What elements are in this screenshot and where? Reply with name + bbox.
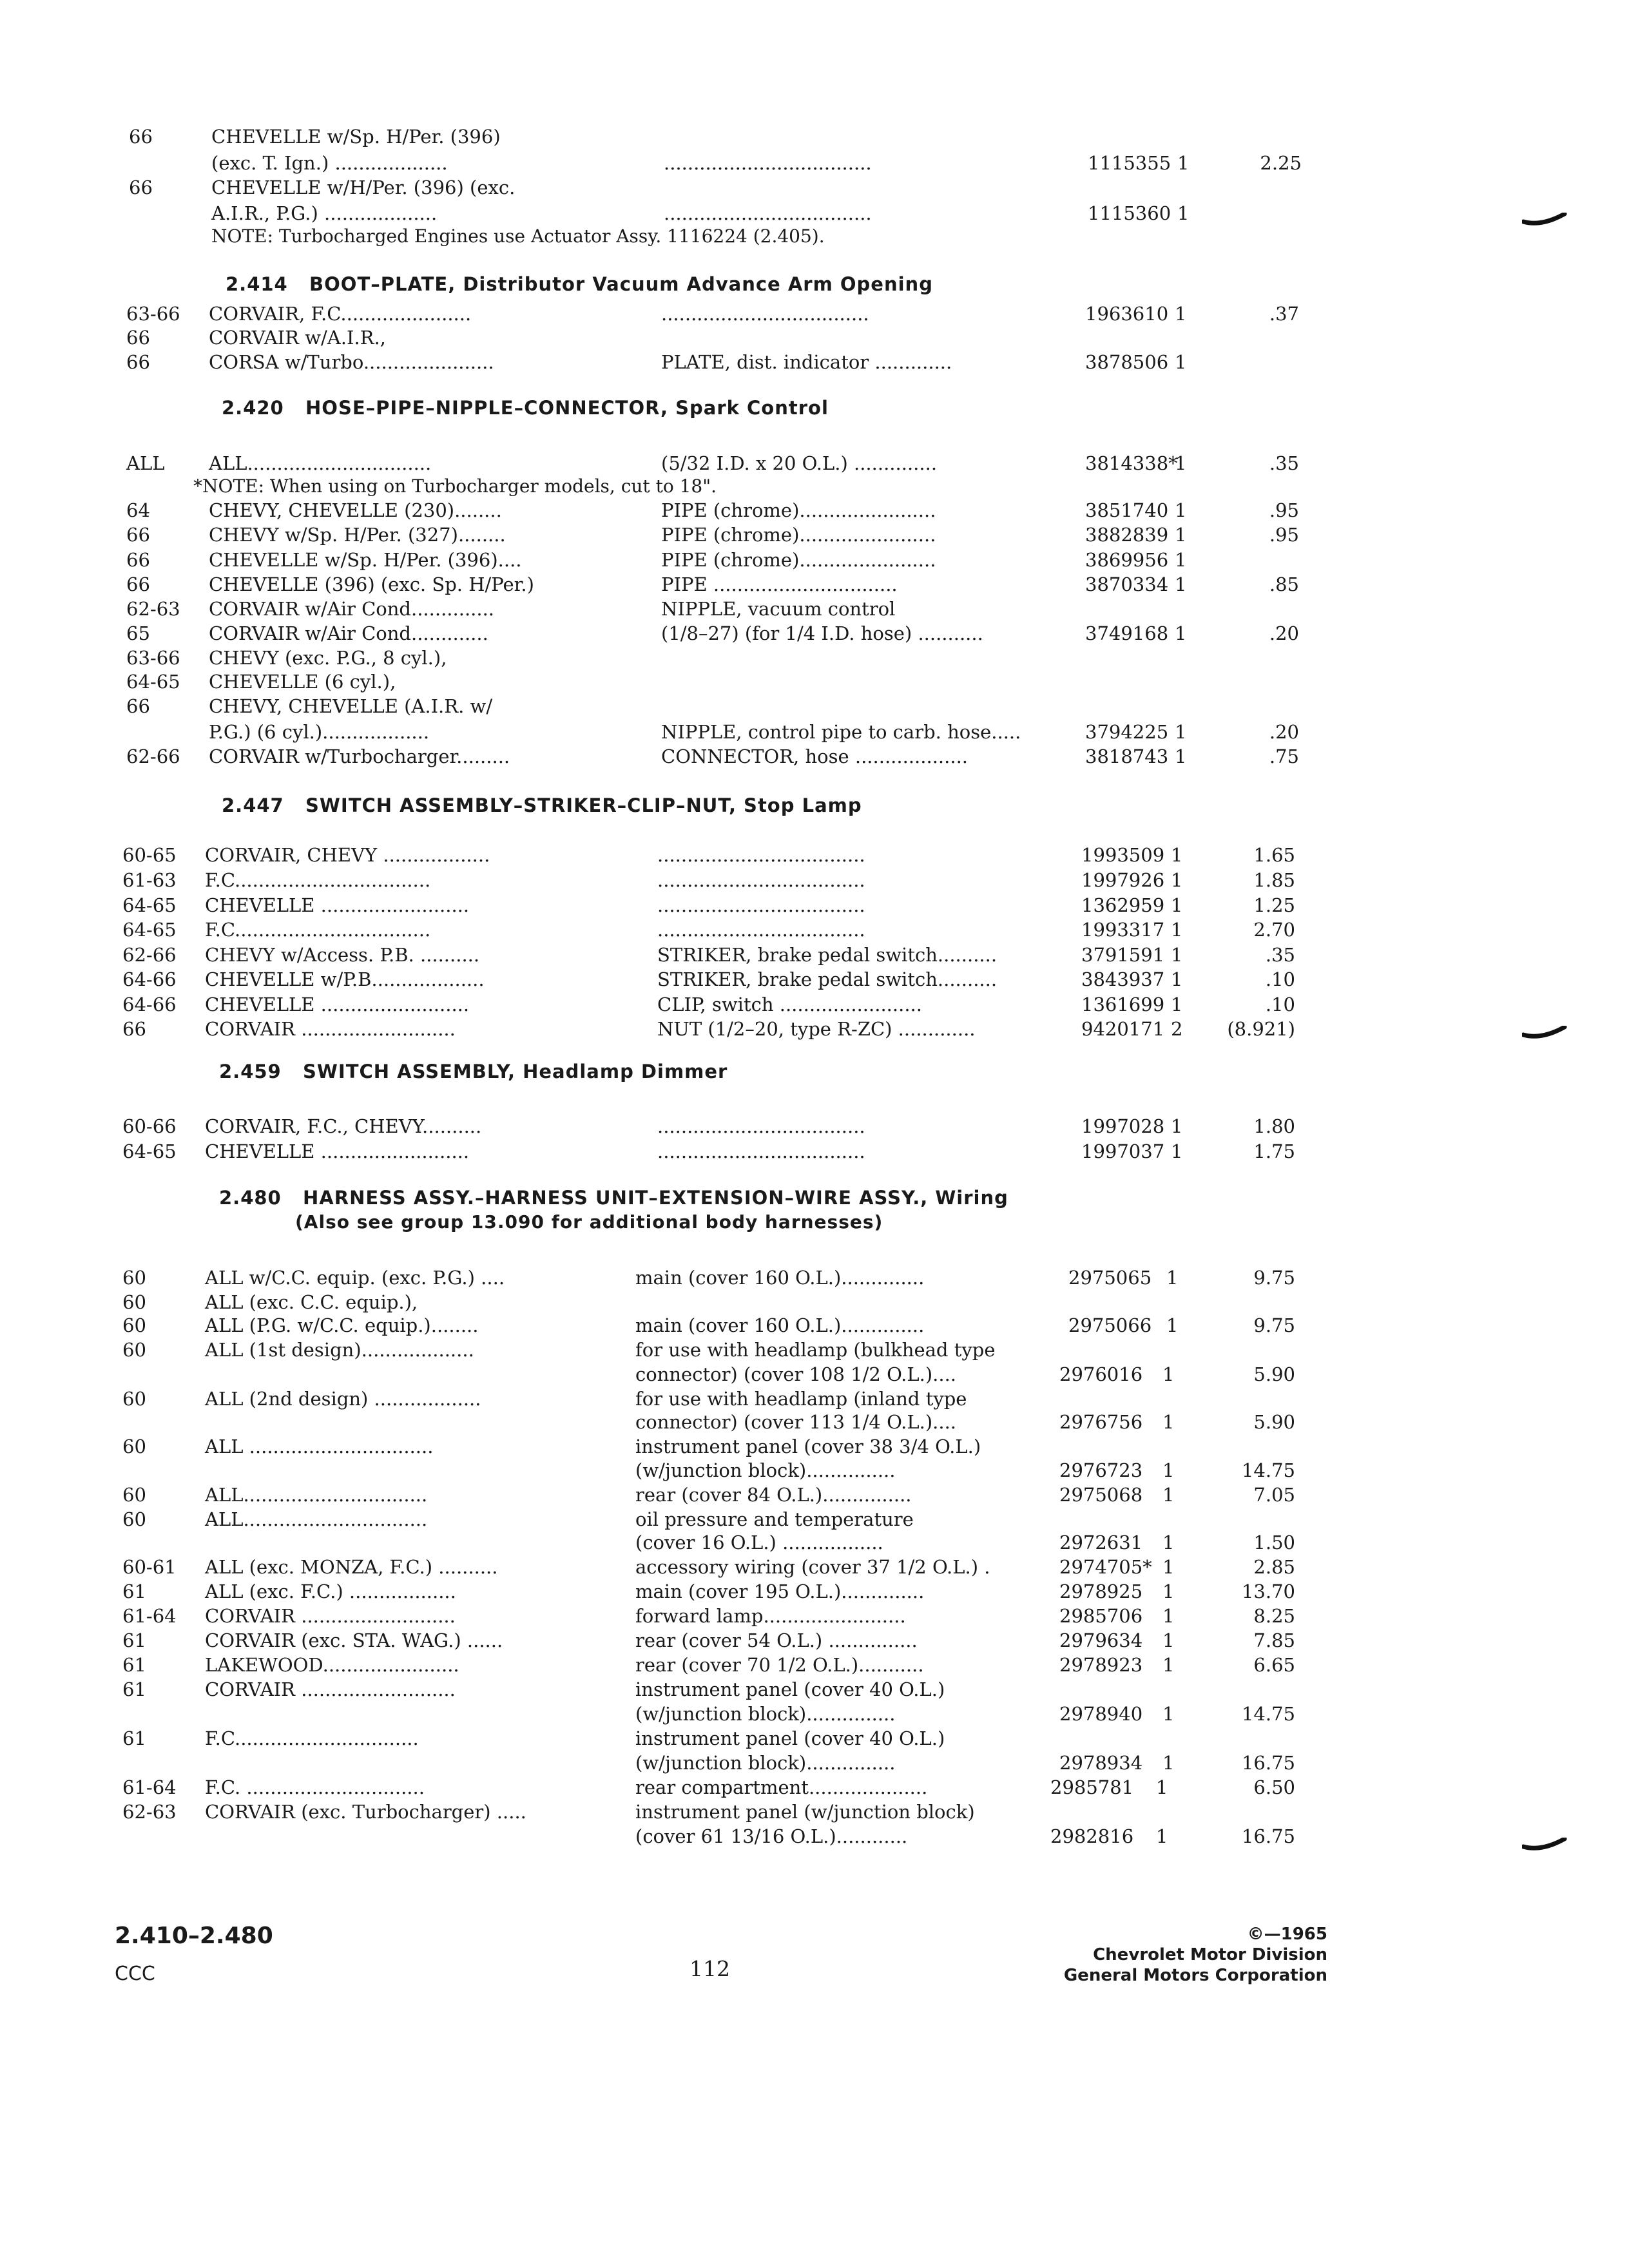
year-cell: 62-66 — [126, 745, 180, 767]
section-title: HARNESS ASSY.–HARNESS UNIT–EXTENSION–WIRE ASSY., Wiring — [303, 1187, 1008, 1209]
part-number-cell: 2982816 — [1050, 1825, 1134, 1847]
quantity-cell: 1 — [1171, 944, 1183, 966]
part-number-cell: 3791591 — [1081, 944, 1165, 966]
price-cell: 14.75 — [1241, 1703, 1295, 1725]
price-cell: .10 — [1265, 994, 1295, 1015]
part-number-cell: 3851740 — [1085, 499, 1169, 521]
model-cell: P.G.) (6 cyl.).................. — [209, 721, 430, 743]
quantity-cell: 1 — [1175, 549, 1187, 571]
quantity-cell: 1 — [1166, 1267, 1179, 1289]
description-cell: instrument panel (w/junction block) — [635, 1801, 975, 1823]
model-cell: CHEVY (exc. P.G., 8 cyl.), — [209, 647, 447, 669]
part-number-cell: 1361699 — [1081, 994, 1165, 1015]
price-cell: 1.65 — [1253, 844, 1295, 866]
quantity-cell: 1 — [1162, 1654, 1175, 1676]
catalog-code: CCC — [115, 1963, 155, 1985]
model-cell: CHEVELLE ......................... — [205, 894, 470, 916]
model-cell: ALL (exc. F.C.) .................. — [205, 1581, 456, 1602]
price-cell: 8.25 — [1253, 1605, 1295, 1627]
quantity-cell: 1 — [1171, 1115, 1183, 1137]
binder-tick-icon — [1522, 1838, 1567, 1857]
year-cell: 61-64 — [122, 1776, 177, 1798]
description-cell: rear (cover 70 1/2 O.L.)........... — [635, 1654, 924, 1676]
model-cell: CHEVY w/Sp. H/Per. (327)........ — [209, 524, 506, 546]
model-cell: CORVAIR .......................... — [205, 1018, 456, 1040]
description-cell: main (cover 160 O.L.).............. — [635, 1314, 925, 1336]
section-heading — [219, 1061, 728, 1082]
model-cell: (exc. T. Ign.) ................... — [211, 152, 448, 174]
model-cell: CHEVELLE (396) (exc. Sp. H/Per.) — [209, 573, 534, 595]
description-cell: ................................... — [664, 202, 872, 224]
price-cell: 7.85 — [1253, 1629, 1295, 1651]
quantity-cell: 1 — [1175, 351, 1187, 373]
quantity-cell: 1 — [1166, 1314, 1179, 1336]
price-cell: 14.75 — [1241, 1459, 1295, 1481]
year-cell: 66 — [126, 327, 150, 349]
part-number-cell: 3878506 — [1085, 351, 1169, 373]
quantity-cell: 1 — [1162, 1484, 1175, 1506]
part-number-cell: 2975065 — [1068, 1267, 1152, 1289]
price-cell: .95 — [1269, 524, 1299, 546]
quantity-cell: 1 — [1171, 968, 1183, 990]
year-cell: 66 — [129, 177, 153, 198]
description-cell: instrument panel (cover 40 O.L.) — [635, 1727, 945, 1749]
quantity-cell: 1 — [1162, 1363, 1175, 1385]
year-cell: 66 — [126, 524, 150, 546]
binder-tick-icon — [1522, 1026, 1567, 1045]
model-cell: CORVAIR w/Turbocharger......... — [209, 745, 510, 767]
year-cell: 60-65 — [122, 844, 177, 866]
model-cell: CORVAIR (exc. STA. WAG.) ...... — [205, 1629, 503, 1651]
section-title: SWITCH ASSEMBLY, Headlamp Dimmer — [303, 1061, 728, 1082]
price-cell: .20 — [1269, 721, 1299, 743]
part-number-cell: 2985781 — [1050, 1776, 1134, 1798]
year-cell: 60 — [122, 1436, 146, 1457]
model-cell: CORVAIR, F.C...................... — [209, 303, 472, 325]
year-cell: 63-66 — [126, 303, 180, 325]
description-cell: STRIKER, brake pedal switch.......... — [657, 944, 998, 966]
year-cell: 66 — [122, 1018, 146, 1040]
description-cell: for use with headlamp (bulkhead type — [635, 1339, 996, 1361]
price-cell: 16.75 — [1241, 1752, 1295, 1774]
quantity-cell: 1 — [1162, 1532, 1175, 1553]
model-cell: ALL............................... — [209, 452, 432, 474]
part-number-cell: 2976016 — [1059, 1363, 1143, 1385]
year-cell: 66 — [126, 549, 150, 571]
year-cell: 61 — [122, 1678, 146, 1700]
description-cell: NIPPLE, vacuum control — [661, 598, 896, 620]
section-number: 2.447 — [222, 794, 284, 816]
description-cell: PIPE ............................... — [661, 573, 898, 595]
quantity-cell: 1 — [1162, 1703, 1175, 1725]
year-cell: 62-63 — [126, 598, 180, 620]
section-heading — [219, 1187, 1008, 1209]
model-cell: ALL............................... — [205, 1508, 428, 1530]
description-cell: STRIKER, brake pedal switch.......... — [657, 968, 998, 990]
year-cell: 60-66 — [122, 1115, 177, 1137]
price-cell: 9.75 — [1253, 1267, 1295, 1289]
quantity-cell: 1 — [1175, 721, 1187, 743]
part-number-cell: 3749168 — [1085, 622, 1169, 644]
binder-tick-icon — [1522, 213, 1567, 232]
part-number-cell: 1115355 — [1088, 152, 1171, 174]
description-cell: forward lamp........................ — [635, 1605, 906, 1627]
year-cell: 61 — [122, 1581, 146, 1602]
quantity-cell: 1 — [1175, 745, 1187, 767]
part-number-cell: 1997037 — [1081, 1140, 1165, 1162]
model-cell: ALL............................... — [205, 1484, 428, 1506]
year-cell: 60 — [122, 1484, 146, 1506]
model-cell: CORVAIR .......................... — [205, 1678, 456, 1700]
quantity-cell: 1 — [1162, 1629, 1175, 1651]
description-cell: (1/8–27) (for 1/4 I.D. hose) ........... — [661, 622, 983, 644]
description-cell: CONNECTOR, hose ................... — [661, 745, 969, 767]
description-cell: ................................... — [657, 1140, 865, 1162]
description-cell: (w/junction block)............... — [635, 1752, 896, 1774]
price-cell: .20 — [1269, 622, 1299, 644]
part-number-cell: 3794225 — [1085, 721, 1169, 743]
model-cell: CHEVELLE ......................... — [205, 1140, 470, 1162]
price-cell: 1.50 — [1253, 1532, 1295, 1553]
description-cell: (w/junction block)............... — [635, 1459, 896, 1481]
description-cell: ................................... — [657, 919, 865, 941]
section-number: 2.420 — [222, 397, 284, 419]
part-number-cell: 3843937 — [1081, 968, 1165, 990]
year-cell: 61 — [122, 1629, 146, 1651]
price-cell: (8.921) — [1227, 1018, 1295, 1040]
price-cell: .95 — [1269, 499, 1299, 521]
part-number-cell: 1993509 — [1081, 844, 1165, 866]
price-cell: 1.25 — [1253, 894, 1295, 916]
description-cell: main (cover 160 O.L.).............. — [635, 1267, 925, 1289]
part-number-cell: 1963610 — [1085, 303, 1169, 325]
copyright: ©—1965 — [1247, 1925, 1327, 1944]
description-cell: connector) (cover 113 1/4 O.L.).... — [635, 1411, 957, 1433]
section-title: SWITCH ASSEMBLY–STRIKER–CLIP–NUT, Stop Lamp — [305, 794, 862, 816]
year-cell: 61-63 — [122, 869, 177, 891]
price-cell: 1.75 — [1253, 1140, 1295, 1162]
year-cell: 64-65 — [126, 671, 180, 693]
year-cell: 66 — [129, 126, 153, 148]
quantity-cell: 1 — [1162, 1581, 1175, 1602]
part-number-cell: 2978934 — [1059, 1752, 1143, 1774]
price-cell: 9.75 — [1253, 1314, 1295, 1336]
section-subtitle — [295, 1211, 883, 1233]
year-cell: 65 — [126, 622, 150, 644]
part-number-cell: 2974705* — [1059, 1556, 1152, 1578]
price-cell: 1.80 — [1253, 1115, 1295, 1137]
description-cell: ................................... — [657, 844, 865, 866]
price-cell: 6.65 — [1253, 1654, 1295, 1676]
year-cell: 61-64 — [122, 1605, 177, 1627]
year-cell: 60 — [122, 1267, 146, 1289]
model-cell: CORVAIR, F.C., CHEVY.......... — [205, 1115, 482, 1137]
part-number-cell: 2978940 — [1059, 1703, 1143, 1725]
price-cell: .35 — [1265, 944, 1295, 966]
part-number-cell: 2975068 — [1059, 1484, 1143, 1506]
year-cell: 60 — [122, 1314, 146, 1336]
description-cell: accessory wiring (cover 37 1/2 O.L.) . — [635, 1556, 990, 1578]
price-cell: 2.25 — [1260, 152, 1302, 174]
price-cell: .85 — [1269, 573, 1299, 595]
quantity-cell: 1 — [1162, 1556, 1175, 1578]
part-number-cell: 9420171 — [1081, 1018, 1165, 1040]
model-cell: CHEVELLE w/Sp. H/Per. (396) — [211, 126, 501, 148]
year-cell: 60 — [122, 1339, 146, 1361]
part-number-cell: 2976723 — [1059, 1459, 1143, 1481]
year-cell: 64-65 — [122, 1140, 177, 1162]
part-number-cell: 2978925 — [1059, 1581, 1143, 1602]
quantity-cell: 1 — [1175, 622, 1187, 644]
model-cell: CHEVY w/Access. P.B. .......... — [205, 944, 480, 966]
model-cell: CHEVELLE ......................... — [205, 994, 470, 1015]
part-number-cell: 2978923 — [1059, 1654, 1143, 1676]
description-cell: PIPE (chrome)....................... — [661, 549, 936, 571]
quantity-cell: 2 — [1171, 1018, 1183, 1040]
description-cell: PLATE, dist. indicator ............. — [661, 351, 952, 373]
year-cell: 61 — [122, 1654, 146, 1676]
model-cell: ALL (2nd design) .................. — [205, 1388, 481, 1410]
quantity-cell: 1 — [1171, 919, 1183, 941]
model-cell: ALL (P.G. w/C.C. equip.)........ — [205, 1314, 479, 1336]
description-cell: ................................... — [661, 303, 869, 325]
model-cell: ALL (exc. MONZA, F.C.) .......... — [205, 1556, 498, 1578]
quantity-cell: 1 — [1171, 844, 1183, 866]
part-number-cell: 3814338* — [1085, 452, 1178, 474]
model-cell: ALL ............................... — [205, 1436, 434, 1457]
description-cell: (cover 61 13/16 O.L.)............ — [635, 1825, 908, 1847]
note-text: NOTE: Turbocharged Engines use Actuator Assy. 1116224 (2.405). — [211, 226, 825, 247]
price-cell: 2.85 — [1253, 1556, 1295, 1578]
price-cell: 16.75 — [1241, 1825, 1295, 1847]
quantity-cell: 1 — [1175, 524, 1187, 546]
year-cell: 66 — [126, 573, 150, 595]
quantity-cell: 1 — [1177, 152, 1190, 174]
model-cell: CORVAIR w/Air Cond.............. — [209, 598, 495, 620]
quantity-cell: 1 — [1175, 573, 1187, 595]
description-cell: instrument panel (cover 40 O.L.) — [635, 1678, 945, 1700]
price-cell: 1.85 — [1253, 869, 1295, 891]
section-heading — [222, 794, 862, 816]
quantity-cell: 1 — [1171, 869, 1183, 891]
section-subtitle-text: (Also see group 13.090 for additional body harnesses) — [295, 1211, 883, 1233]
quantity-cell: 1 — [1175, 303, 1187, 325]
description-cell: rear compartment.................... — [635, 1776, 928, 1798]
part-number-cell: 2972631 — [1059, 1532, 1143, 1553]
model-cell: A.I.R., P.G.) ................... — [211, 202, 438, 224]
model-cell: CHEVY, CHEVELLE (230)........ — [209, 499, 502, 521]
model-cell: CHEVELLE w/P.B................... — [205, 968, 485, 990]
year-cell: 66 — [126, 351, 150, 373]
model-cell: CHEVELLE (6 cyl.), — [209, 671, 396, 693]
description-cell: ................................... — [664, 152, 872, 174]
model-cell: CORVAIR (exc. Turbocharger) ..... — [205, 1801, 526, 1823]
quantity-cell: 1 — [1171, 894, 1183, 916]
price-cell: .75 — [1269, 745, 1299, 767]
year-cell: 64-66 — [122, 994, 177, 1015]
corporation-name: General Motors Corporation — [1063, 1966, 1327, 1985]
section-number: 2.480 — [219, 1187, 282, 1209]
year-cell: 62-66 — [122, 944, 177, 966]
price-cell: 6.50 — [1253, 1776, 1295, 1798]
model-cell: ALL w/C.C. equip. (exc. P.G.) .... — [205, 1267, 505, 1289]
price-cell: .10 — [1265, 968, 1295, 990]
model-cell: ALL (exc. C.C. equip.), — [205, 1291, 418, 1313]
model-cell: CORVAIR w/Air Cond............. — [209, 622, 488, 644]
page-number: 112 — [689, 1956, 730, 1981]
model-cell: F.C............................... — [205, 1727, 419, 1749]
quantity-cell: 1 — [1171, 994, 1183, 1015]
quantity-cell: 1 — [1162, 1752, 1175, 1774]
quantity-cell: 1 — [1162, 1411, 1175, 1433]
year-cell: 63-66 — [126, 647, 180, 669]
part-number-cell: 1993317 — [1081, 919, 1165, 941]
section-number: 2.459 — [219, 1061, 282, 1082]
price-cell: 2.70 — [1253, 919, 1295, 941]
year-cell: 60-61 — [122, 1556, 177, 1578]
description-cell: instrument panel (cover 38 3/4 O.L.) — [635, 1436, 981, 1457]
part-number-cell: 3818743 — [1085, 745, 1169, 767]
price-cell: .35 — [1269, 452, 1299, 474]
description-cell: ................................... — [657, 1115, 865, 1137]
model-cell: CORVAIR .......................... — [205, 1605, 456, 1627]
description-cell: connector) (cover 108 1/2 O.L.).... — [635, 1363, 957, 1385]
price-cell: .37 — [1269, 303, 1299, 325]
quantity-cell: 1 — [1156, 1776, 1168, 1798]
description-cell: rear (cover 84 O.L.)............... — [635, 1484, 912, 1506]
model-cell: ALL (1st design)................... — [205, 1339, 474, 1361]
year-cell: 64-66 — [122, 968, 177, 990]
quantity-cell: 1 — [1171, 1140, 1183, 1162]
description-cell: PIPE (chrome)....................... — [661, 524, 936, 546]
description-cell: main (cover 195 O.L.).............. — [635, 1581, 925, 1602]
note-text: *NOTE: When using on Turbocharger models, cut to 18". — [193, 476, 717, 497]
description-cell: for use with headlamp (inland type — [635, 1388, 967, 1410]
part-number-cell: 1115360 — [1088, 202, 1171, 224]
year-cell: 60 — [122, 1388, 146, 1410]
section-heading — [226, 273, 933, 295]
year-cell: 66 — [126, 695, 150, 717]
year-cell: 64-65 — [122, 919, 177, 941]
part-number-cell: 1997926 — [1081, 869, 1165, 891]
part-number-cell: 3869956 — [1085, 549, 1169, 571]
year-cell: 64 — [126, 499, 150, 521]
quantity-cell: 1 — [1177, 202, 1190, 224]
description-cell: NUT (1/2–20, type R-ZC) ............. — [657, 1018, 976, 1040]
part-number-cell: 1997028 — [1081, 1115, 1165, 1137]
description-cell: oil pressure and temperature — [635, 1508, 914, 1530]
part-number-cell: 2979634 — [1059, 1629, 1143, 1651]
model-cell: CORVAIR, CHEVY .................. — [205, 844, 490, 866]
year-cell: 64-65 — [122, 894, 177, 916]
publisher-block — [1064, 1924, 1327, 1986]
year-cell: 60 — [122, 1291, 146, 1313]
section-heading — [222, 397, 829, 419]
part-number-cell: 1362959 — [1081, 894, 1165, 916]
year-cell: 61 — [122, 1727, 146, 1749]
year-cell: ALL — [126, 452, 165, 474]
description-cell: (5/32 I.D. x 20 O.L.) .............. — [661, 452, 938, 474]
model-cell: F.C................................. — [205, 869, 431, 891]
quantity-cell: 1 — [1175, 499, 1187, 521]
model-cell: CORSA w/Turbo...................... — [209, 351, 494, 373]
model-cell: CHEVY, CHEVELLE (A.I.R. w/ — [209, 695, 493, 717]
model-cell: LAKEWOOD....................... — [205, 1654, 459, 1676]
part-number-cell: 3870334 — [1085, 573, 1169, 595]
quantity-cell: 1 — [1162, 1459, 1175, 1481]
section-number: 2.414 — [226, 273, 288, 295]
part-number-cell: 2975066 — [1068, 1314, 1152, 1336]
quantity-cell: 1 — [1175, 452, 1187, 474]
description-cell: NIPPLE, control pipe to carb. hose..... — [661, 721, 1021, 743]
description-cell: ................................... — [657, 894, 865, 916]
description-cell: (cover 16 O.L.) ................. — [635, 1532, 883, 1553]
description-cell: PIPE (chrome)....................... — [661, 499, 936, 521]
price-cell: 5.90 — [1253, 1363, 1295, 1385]
year-cell: 60 — [122, 1508, 146, 1530]
model-cell: F.C. .............................. — [205, 1776, 425, 1798]
description-cell: CLIP, switch ........................ — [657, 994, 922, 1015]
year-cell: 62-63 — [122, 1801, 177, 1823]
part-number-cell: 2976756 — [1059, 1411, 1143, 1433]
price-cell: 7.05 — [1253, 1484, 1295, 1506]
division-name: Chevrolet Motor Division — [1093, 1945, 1327, 1965]
part-number-cell: 2985706 — [1059, 1605, 1143, 1627]
model-cell: CHEVELLE w/Sp. H/Per. (396).... — [209, 549, 522, 571]
description-cell: rear (cover 54 O.L.) ............... — [635, 1629, 918, 1651]
section-title: HOSE–PIPE–NIPPLE–CONNECTOR, Spark Control — [305, 397, 829, 419]
quantity-cell: 1 — [1162, 1605, 1175, 1627]
description-cell: ................................... — [657, 869, 865, 891]
part-number-cell: 3882839 — [1085, 524, 1169, 546]
model-cell: CORVAIR w/A.I.R., — [209, 327, 386, 349]
description-cell: (w/junction block)............... — [635, 1703, 896, 1725]
model-cell: CHEVELLE w/H/Per. (396) (exc. — [211, 177, 516, 198]
model-cell: F.C................................. — [205, 919, 431, 941]
price-cell: 13.70 — [1241, 1581, 1295, 1602]
page-range: 2.410–2.480 — [115, 1923, 273, 1949]
quantity-cell: 1 — [1156, 1825, 1168, 1847]
section-title: BOOT–PLATE, Distributor Vacuum Advance Arm Opening — [309, 273, 933, 295]
price-cell: 5.90 — [1253, 1411, 1295, 1433]
